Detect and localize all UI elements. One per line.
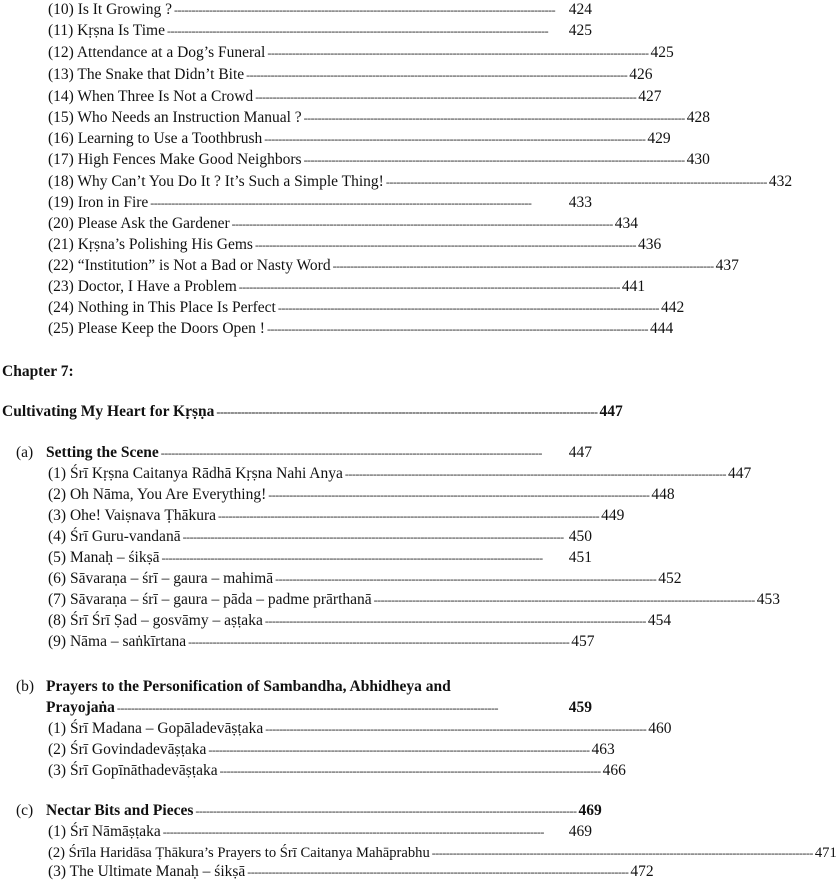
dot-leader: ------------------------------------------------------------------------------------------------------------- (173, 3, 556, 17)
section-page: 447 (568, 444, 592, 461)
entry-title: (1) Śrī Madana – Gopāladevāṣṭaka (48, 720, 264, 737)
chapter-page: 447 (599, 403, 623, 420)
entry-page: 463 (591, 741, 615, 758)
dot-leader: ------------------------------------------------------------------------------------------------------------- (264, 614, 646, 628)
toc-entry (48, 485, 675, 505)
toc-entry (48, 719, 672, 739)
entry-title: (8) Śrī Śrī Ṣad – gosvāmy – aṣṭaka (48, 612, 263, 629)
toc-entry (48, 277, 646, 297)
dot-leader: ------------------------------------------------------------------------------------------------------------- (231, 217, 613, 231)
entry-page: 451 (568, 549, 592, 566)
dot-leader: ------------------------------------------------------------------------------------------------------------- (385, 175, 767, 189)
dot-leader: ------------------------------------------------------------------------------------------------------------- (150, 196, 532, 210)
dot-leader: ------------------------------------------------------------------------------------------------------------- (160, 446, 542, 460)
dot-leader: ------------------------------------------------------------------------------------------------------------- (218, 509, 600, 523)
section-heading (46, 698, 592, 718)
entry-title: (1) Śrī Kṛṣna Caitanya Rādhā Kṛṣna Nahi Anya (48, 465, 343, 482)
section-heading (46, 443, 592, 463)
toc-entry (48, 298, 685, 318)
section-title-line1: Prayers to the Personification of Sambandha, Abhidheya and (46, 678, 451, 695)
dot-leader: ------------------------------------------------------------------------------------------------------------- (373, 593, 755, 607)
entry-page: 460 (648, 720, 672, 737)
entry-title: (2) Śrīla Haridāsa Ṭhākura’s Prayers to Śrī Caitanya Mahāprabhu (48, 845, 430, 861)
entry-title: (18) Why Can’t You Do It ? It’s Such a Simple Thing! (48, 173, 384, 190)
entry-title: (5) Manaḥ – śikṣā (48, 549, 160, 566)
dot-leader: ------------------------------------------------------------------------------------------------------------- (267, 46, 649, 60)
entry-title: (21) Kṛṣna’s Polishing His Gems (48, 236, 253, 253)
toc-entry (48, 590, 780, 610)
entry-page: 457 (571, 633, 595, 650)
toc-entry (48, 129, 671, 149)
toc-entry (48, 862, 654, 882)
section-heading (46, 801, 602, 821)
entry-page: 433 (568, 194, 592, 211)
entry-title: (6) Sāvaraṇa – śrī – gaura – mahimā (48, 570, 274, 587)
dot-leader: ------------------------------------------------------------------------------------------------------------- (265, 722, 647, 736)
toc-entry (48, 822, 592, 842)
chapter-title-entry (2, 402, 623, 422)
entry-page: 424 (568, 1, 592, 18)
section-title: Nectar Bits and Pieces (46, 802, 194, 819)
entry-page: 427 (638, 88, 662, 105)
toc-entry (48, 761, 626, 781)
section-title-line2: Prayojaṅa (46, 699, 115, 716)
toc-entry (48, 43, 674, 63)
entry-title: (3) The Ultimate Manaḥ – śikṣā (48, 863, 246, 880)
entry-page: 437 (715, 257, 739, 274)
dot-leader: ------------------------------------------------------------------------------------------------------------- (219, 764, 601, 778)
entry-page: 425 (650, 44, 674, 61)
entry-page: 453 (756, 591, 780, 608)
entry-title: (20) Please Ask the Gardener (48, 215, 230, 232)
entry-page: 450 (568, 528, 592, 545)
entry-title: (17) High Fences Make Good Neighbors (48, 151, 302, 168)
dot-leader: ------------------------------------------------------------------------------------------------------------- (216, 405, 598, 419)
entry-page: 430 (686, 151, 710, 168)
entry-page: 429 (647, 130, 671, 147)
toc-entry (48, 569, 682, 589)
dot-leader: ------------------------------------------------------------------------------------------------------------- (332, 259, 714, 273)
entry-page: 441 (621, 278, 646, 295)
entry-title: (13) The Snake that Didn’t Bite (48, 66, 245, 83)
dot-leader: ------------------------------------------------------------------------------------------------------------- (182, 530, 564, 544)
section-page: 459 (568, 699, 592, 716)
section-page: 469 (578, 802, 602, 819)
toc-entry (48, 150, 710, 170)
toc-entry (48, 235, 662, 255)
dot-leader: ------------------------------------------------------------------------------------------------------------- (254, 238, 637, 252)
entry-page: 434 (614, 215, 638, 232)
toc-entry (48, 256, 739, 276)
entry-title: (22) “Institution” is Not a Bad or Nasty Word (48, 257, 331, 274)
section-title: Setting the Scene (46, 444, 159, 461)
entry-page: 448 (651, 486, 675, 503)
toc-entry (48, 464, 752, 484)
toc-entry (48, 193, 592, 213)
section-letter: (a) (16, 444, 34, 461)
entry-page: 469 (568, 823, 592, 840)
entry-title: (3) Śrī Gopīnāthadevāṣṭaka (48, 762, 218, 779)
toc-entry (48, 0, 592, 20)
entry-title: (9) Nāma – saṅkīrtana (48, 633, 187, 650)
toc-entry (48, 740, 615, 760)
entry-page: 472 (630, 863, 654, 880)
section-letter: (b) (16, 678, 35, 695)
entry-page: 471 (814, 845, 837, 861)
toc-entry (48, 108, 710, 128)
dot-leader: ------------------------------------------------------------------------------------------------------------- (277, 301, 659, 315)
entry-title: (7) Sāvaraṇa – śrī – gaura – pāda – padme prārthanā (48, 591, 372, 608)
dot-leader: ------------------------------------------------------------------------------------------------------------- (264, 132, 646, 146)
dot-leader: ------------------------------------------------------------------------------------------------------------- (166, 24, 549, 38)
dot-leader: ------------------------------------------------------------------------------------------------------------- (161, 551, 543, 565)
dot-leader: ------------------------------------------------------------------------------------------------------------- (303, 153, 685, 167)
entry-page: 425 (568, 22, 592, 39)
entry-title: (10) Is It Growing ? (48, 1, 172, 18)
dot-leader: ------------------------------------------------------------------------------------------------------------- (195, 804, 577, 818)
entry-page: 426 (629, 66, 653, 83)
dot-leader: ------------------------------------------------------------------------------------------------------------- (266, 322, 649, 336)
entry-title: (14) When Three Is Not a Crowd (48, 88, 254, 105)
entry-page: 449 (601, 507, 625, 524)
toc-entry (48, 632, 595, 652)
entry-page: 432 (768, 173, 793, 190)
entry-page: 428 (686, 109, 710, 126)
dot-leader: ------------------------------------------------------------------------------------------------------------- (246, 68, 628, 82)
entry-page: 466 (602, 762, 626, 779)
dot-leader: ------------------------------------------------------------------------------------------------------------- (238, 280, 620, 294)
entry-title: (1) Śrī Nāmāṣṭaka (48, 823, 161, 840)
toc-entry (48, 548, 592, 568)
entry-page: 442 (660, 299, 685, 316)
entry-page: 454 (647, 612, 672, 629)
entry-title: (2) Śrī Govindadevāṣṭaka (48, 741, 207, 758)
toc-entry (48, 611, 672, 631)
dot-leader: ------------------------------------------------------------------------------------------------------------- (208, 743, 590, 757)
entry-title: (4) Śrī Guru-vandanā (48, 528, 181, 545)
dot-leader: ------------------------------------------------------------------------------------------------------------- (255, 90, 637, 104)
toc-entry (48, 172, 793, 192)
dot-leader: ------------------------------------------------------------------------------------------------------------- (268, 488, 650, 502)
toc-entry (48, 21, 592, 41)
entry-page: 444 (650, 320, 674, 337)
dot-leader: ------------------------------------------------------------------------------------------------------------- (247, 865, 629, 879)
chapter-title: Cultivating My Heart for Kṛṣṇa (2, 403, 215, 420)
toc-entry (48, 65, 653, 85)
toc-entry (48, 87, 662, 107)
section-letter: (c) (16, 802, 34, 819)
entry-page: 447 (727, 465, 752, 482)
entry-title: (23) Doctor, I Have a Problem (48, 278, 237, 295)
dot-leader: ------------------------------------------------------------------------------------------------------------- (162, 825, 544, 839)
entry-title: (3) Ohe! Vaiṣnava Ṭhākura (48, 507, 216, 524)
entry-title: (16) Learning to Use a Toothbrush (48, 130, 263, 147)
entry-title: (15) Who Needs an Instruction Manual ? (48, 109, 302, 126)
dot-leader: ------------------------------------------------------------------------------------------------------------- (188, 635, 570, 649)
chapter-label: Chapter 7: (2, 363, 74, 380)
toc-entry (48, 843, 837, 863)
dot-leader: ------------------------------------------------------------------------------------------------------------- (431, 846, 813, 860)
entry-page: 452 (658, 570, 682, 587)
toc-entry (48, 214, 638, 234)
entry-title: (25) Please Keep the Doors Open ! (48, 320, 265, 337)
entry-title: (11) Kṛṣna Is Time (48, 22, 165, 39)
dot-leader: ------------------------------------------------------------------------------------------------------------- (344, 467, 726, 481)
entry-title: (12) Attendance at a Dog’s Funeral (48, 44, 266, 61)
toc-entry (48, 527, 592, 547)
dot-leader: ------------------------------------------------------------------------------------------------------------- (303, 111, 685, 125)
dot-leader: ------------------------------------------------------------------------------------------------------------- (116, 701, 498, 715)
entry-title: (19) Iron in Fire (48, 194, 149, 211)
dot-leader: ------------------------------------------------------------------------------------------------------------- (275, 572, 657, 586)
entry-page: 436 (638, 236, 662, 253)
entry-title: (24) Nothing in This Place Is Perfect (48, 299, 276, 316)
toc-entry (48, 506, 625, 526)
toc-entry (48, 319, 674, 339)
entry-title: (2) Oh Nāma, You Are Everything! (48, 486, 267, 503)
